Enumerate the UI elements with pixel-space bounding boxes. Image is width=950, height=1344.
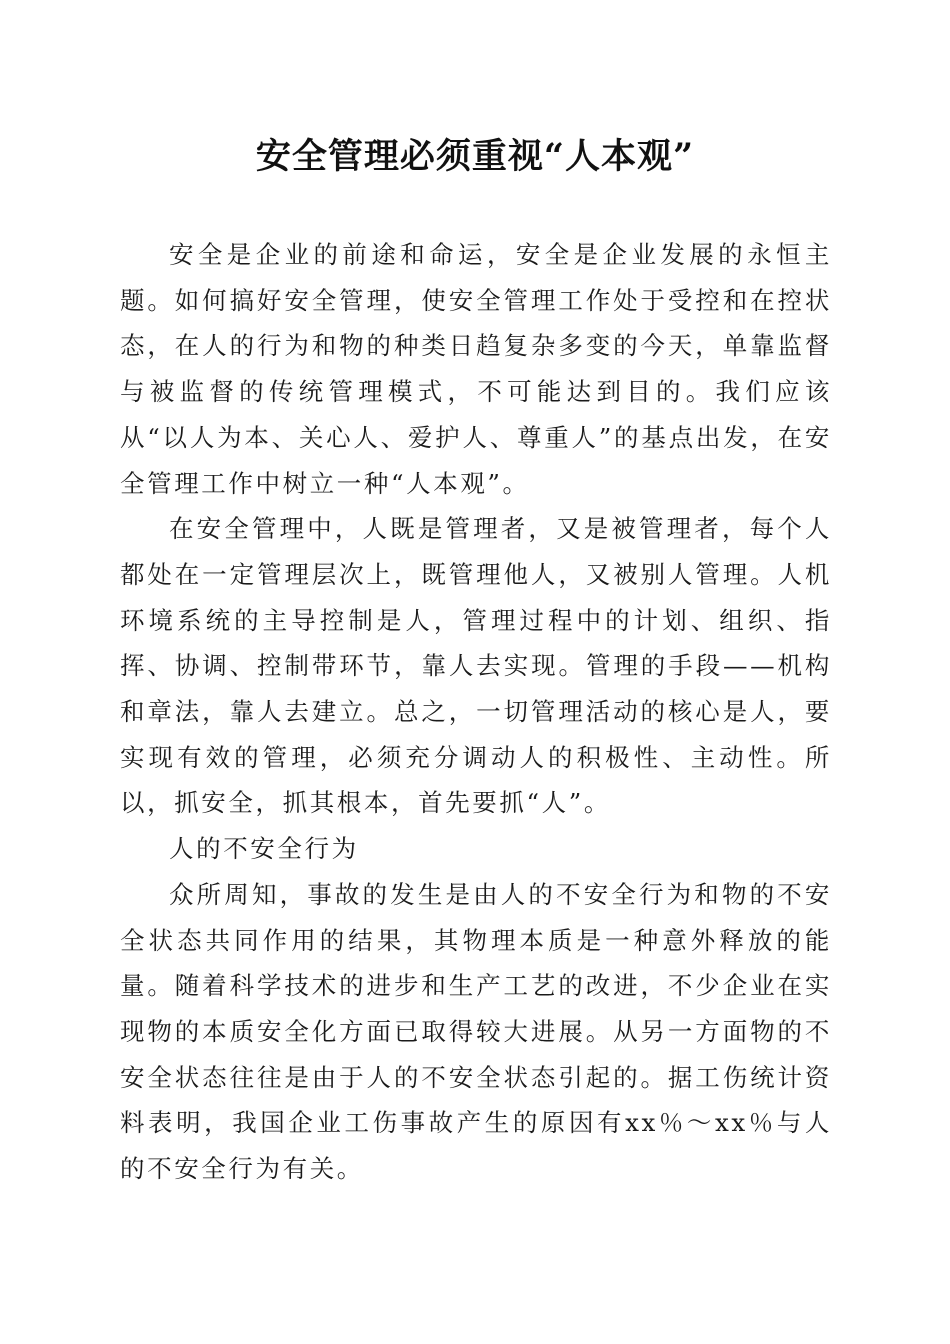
paragraph-intro: 安全是企业的前途和命运，安全是企业发展的永恒主题。如何搞好安全管理，使安全管理工作处于受控和在控状态，在人的行为和物的种类日趋复杂多变的今天，单靠监督与被监督的传统管理模式，不可能达到目的。我们应该从“以人为本、关心人、爱护人、尊重人”的基点出发，在安全管理工作中树立一种“人本观”。 xyxy=(120,240,832,498)
section-heading: 人的不安全行为 xyxy=(169,834,359,864)
paragraph-unsafe-behavior: 众所周知，事故的发生是由人的不安全行为和物的不安全状态共同作用的结果，其物理本质是一种意外释放的能量。随着科学技术的进步和生产工艺的改进，不少企业在实现物的本质安全化方面已取得较大进展。从另一方面物的不安全状态往往是由于人的不安全状态引起的。据工伤统计资料表明，我国企业工伤事故产生的原因有xx％～xx％与人的不安全行为有关。 xyxy=(120,879,832,1184)
document-title: 安全管理必须重视“人本观” xyxy=(255,136,695,177)
document-body xyxy=(120,232,832,1192)
paragraph-management: 在安全管理中，人既是管理者，又是被管理者，每个人都处在一定管理层次上，既管理他人，又被别人管理。人机环境系统的主导控制是人，管理过程中的计划、组织、指挥、协调、控制带环节，靠人去实现。管理的手段——机构和章法，靠人去建立。总之，一切管理活动的核心是人，要实现有效的管理，必须充分调动人的积极性、主动性。所以，抓安全，抓其根本，首先要抓“人”。 xyxy=(120,514,832,818)
